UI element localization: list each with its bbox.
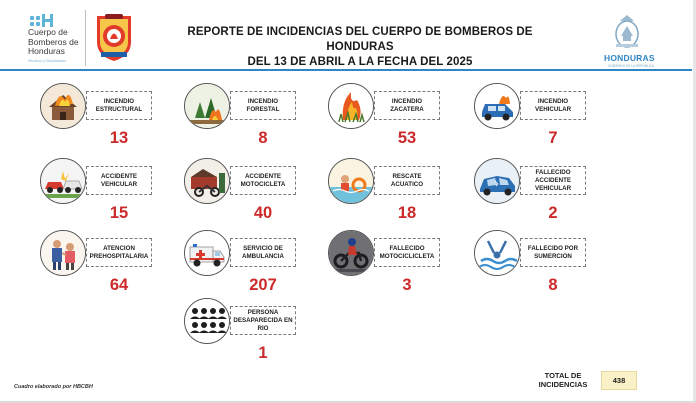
incident-card <box>40 230 190 292</box>
incident-card <box>474 230 624 292</box>
ambulance-icon <box>184 230 230 276</box>
incident-count: 40 <box>253 204 273 222</box>
incident-label: INCENDIO VEHICULAR <box>520 91 586 120</box>
incident-count: 18 <box>397 204 417 222</box>
car-fire-icon <box>474 83 520 129</box>
motorcyclist-icon <box>328 230 374 276</box>
honduras-emblem-icon <box>606 12 648 52</box>
car-crash-icon <box>40 158 86 204</box>
forest-fire-icon <box>184 83 230 129</box>
incident-label: FALLECIDO MOTOCICLICLETA <box>374 238 440 267</box>
bomberos-logo-sub: Heroicos y Disciplinados <box>28 59 67 63</box>
incident-label: RESCATE ACUATICO <box>374 166 440 195</box>
incident-card <box>184 298 334 360</box>
incident-count: 7 <box>548 129 558 147</box>
incident-label: ACCIDENTE VEHICULAR <box>86 166 152 195</box>
incident-count: 53 <box>397 129 417 147</box>
incident-label: INCENDIO ZACATERA <box>374 91 440 120</box>
honduras-logo-sub: GOBIERNO DE LA REPÚBLICA <box>608 64 655 68</box>
header-rule <box>0 69 692 71</box>
incident-label: ATENCION PREHOSPITALARIA <box>86 238 152 267</box>
burning-house-icon <box>40 83 86 129</box>
incident-card <box>40 83 190 145</box>
incident-count: 15 <box>109 204 129 222</box>
paramedic-icon <box>40 230 86 276</box>
title-line-2: DEL 13 DE ABRIL A LA FECHA DEL 2025 <box>247 56 473 68</box>
incident-label: ACCIDENTE MOTOCICLETA <box>230 166 296 195</box>
total-label: TOTAL DE INCIDENCIAS <box>538 371 588 389</box>
logo-mark-icon <box>28 12 58 28</box>
incident-count: 207 <box>249 276 277 294</box>
incident-count: 8 <box>258 129 268 147</box>
incident-card <box>474 158 624 220</box>
title-line-1: REPORTE DE INCIDENCIAS DEL CUERPO DE BOMBEROS DE HONDURAS <box>187 26 533 53</box>
bomberos-logo <box>28 12 90 64</box>
incident-count: 1 <box>258 344 268 362</box>
incident-count: 3 <box>402 276 412 294</box>
incident-count: 64 <box>109 276 129 294</box>
missing-persons-icon <box>184 298 230 344</box>
honduras-logo-text: HONDURAS <box>604 53 655 63</box>
drowning-icon <box>474 230 520 276</box>
incident-card <box>184 158 334 220</box>
incident-label: INCENDIO ESTRUCTURAL <box>86 91 152 120</box>
incident-count: 8 <box>548 276 558 294</box>
footer-note: Cuadro elaborado por HBCBH <box>14 384 93 390</box>
incident-card <box>40 158 190 220</box>
incident-card <box>328 83 478 145</box>
incident-count: 2 <box>548 204 558 222</box>
page-title <box>160 25 560 70</box>
motorcycle-crash-icon <box>184 158 230 204</box>
incident-card <box>474 83 624 145</box>
incident-card <box>184 230 334 292</box>
incident-card <box>184 83 334 145</box>
incident-card <box>328 158 478 220</box>
incident-label: FALLECIDO ACCIDENTE VEHICULAR <box>520 166 586 195</box>
bomberos-logo-text: Cuerpo de Bomberos de Honduras <box>28 27 79 56</box>
water-rescue-icon <box>328 158 374 204</box>
logo-divider <box>85 10 86 66</box>
bomberos-shield-icon <box>93 12 135 62</box>
honduras-logo <box>604 12 655 70</box>
grass-fire-icon <box>328 83 374 129</box>
incident-label: FALLECIDO POR SUMERCION <box>520 238 586 267</box>
incident-label: PERSONA DESAPARECIDA EN RIO <box>230 306 296 335</box>
incident-count: 13 <box>109 129 129 147</box>
incident-card <box>328 230 478 292</box>
wrecked-car-icon <box>474 158 520 204</box>
incident-label: SERVICIO DE AMBULANCIA <box>230 238 296 267</box>
total-value: 438 <box>601 371 637 390</box>
incident-label: INCENDIO FORESTAL <box>230 91 296 120</box>
